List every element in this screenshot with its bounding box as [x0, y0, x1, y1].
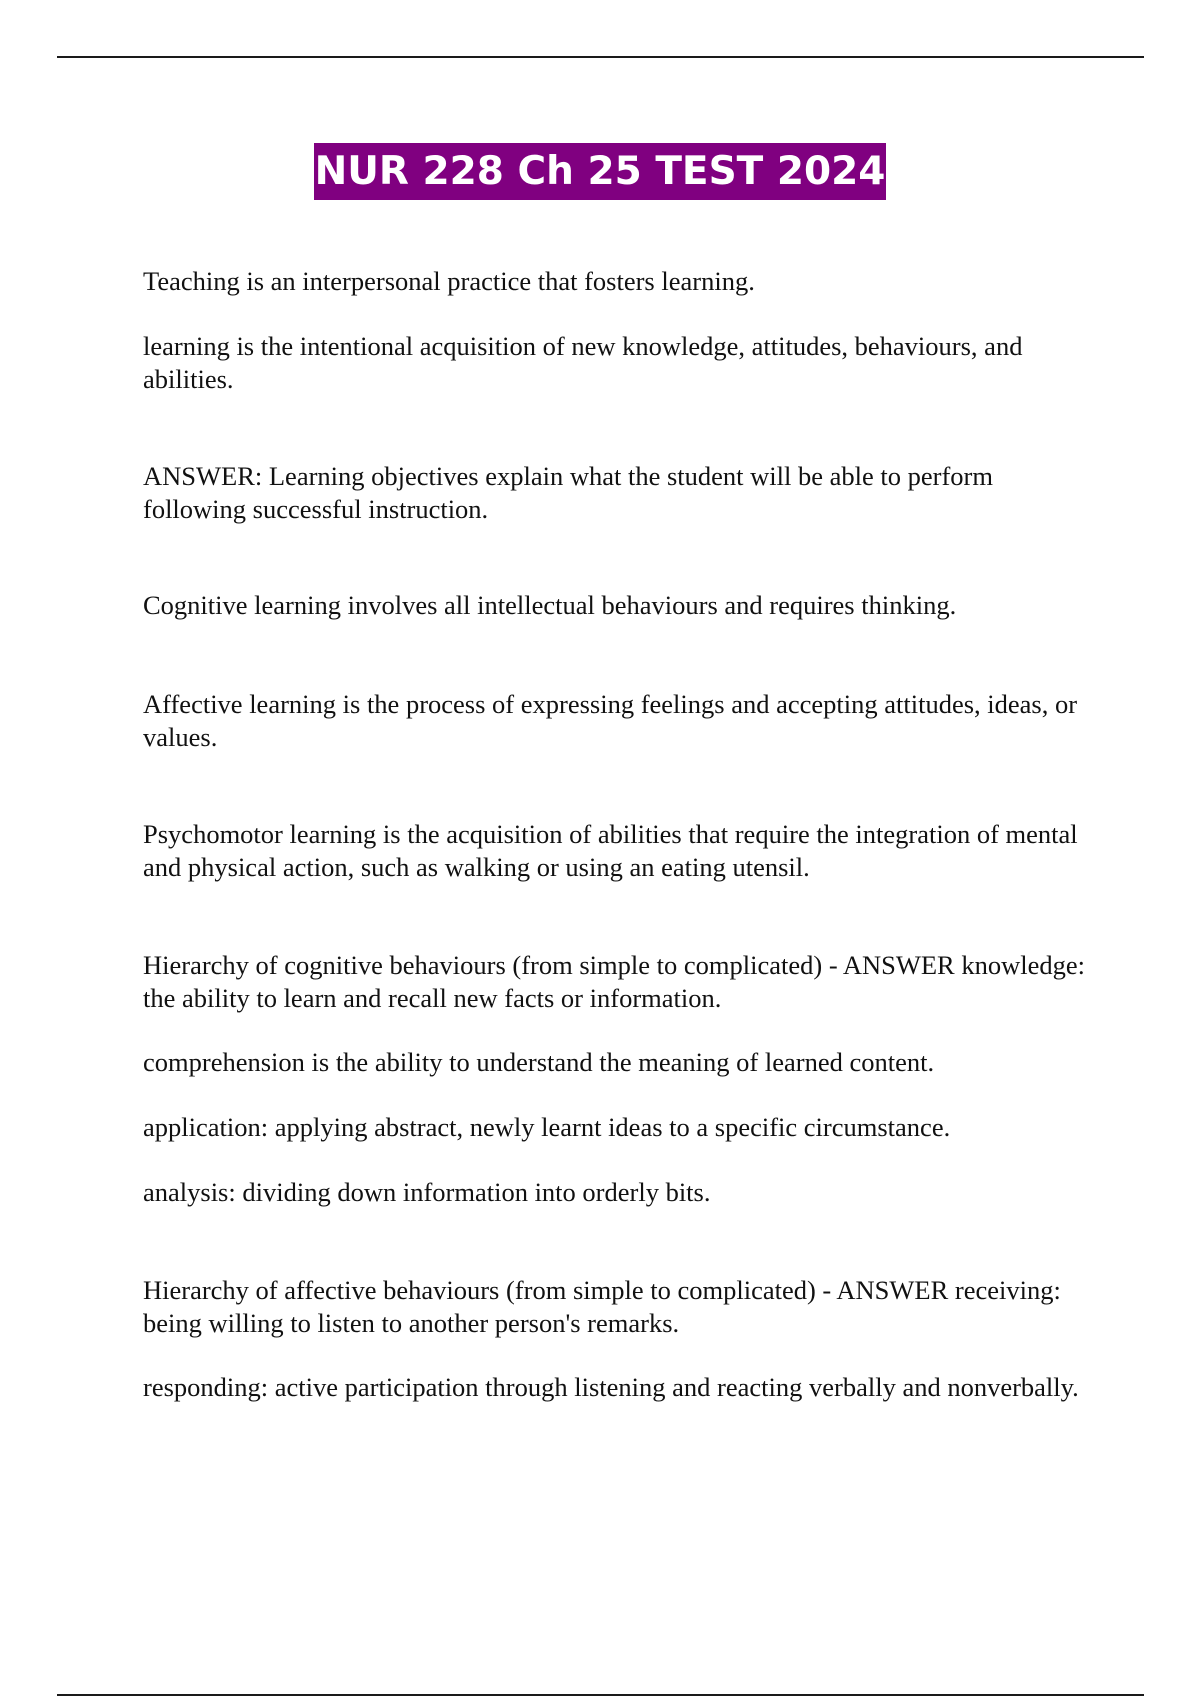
- paragraph-cognitive-learning: Cognitive learning involves all intellectual behaviours and requires thinking.: [143, 590, 957, 620]
- top-rule: [57, 56, 1144, 58]
- title-container: [0, 143, 1200, 200]
- paragraph-psychomotor-learning: Psychomotor learning is the acquisition of abilities that require the integration of mental and physical action, such as walking or using an eating utensil.: [143, 819, 1078, 882]
- paragraph-affective-learning: Affective learning is the process of expressing feelings and accepting attitudes, ideas, or values.: [143, 689, 1078, 752]
- paragraph-comprehension: comprehension is the ability to understand the meaning of learned content.: [143, 1047, 935, 1077]
- bottom-rule: [57, 1694, 1144, 1696]
- paragraph-responding: responding: active participation through listening and reacting verbally and nonverbally.: [143, 1372, 1079, 1402]
- paragraph-cognitive-hierarchy: Hierarchy of cognitive behaviours (from simple to complicated) - ANSWER knowledge: the ability to learn and recall new facts or information.: [143, 950, 1085, 1013]
- paragraph-learning-objectives: ANSWER: Learning objectives explain what the student will be able to perform following successful instruction.: [143, 461, 993, 524]
- document-title: NUR 228 Ch 25 TEST 2024: [314, 143, 887, 200]
- paragraph-learning: learning is the intentional acquisition of new knowledge, attitudes, behaviours, and abilities.: [143, 331, 1023, 394]
- paragraph-application: application: applying abstract, newly learnt ideas to a specific circumstance.: [143, 1112, 951, 1142]
- paragraph-teaching: Teaching is an interpersonal practice that fosters learning.: [143, 266, 755, 296]
- paragraph-affective-hierarchy: Hierarchy of affective behaviours (from simple to complicated) - ANSWER receiving: being willing to listen to another person's remarks.: [143, 1275, 1061, 1338]
- paragraph-analysis: analysis: dividing down information into orderly bits.: [143, 1177, 711, 1207]
